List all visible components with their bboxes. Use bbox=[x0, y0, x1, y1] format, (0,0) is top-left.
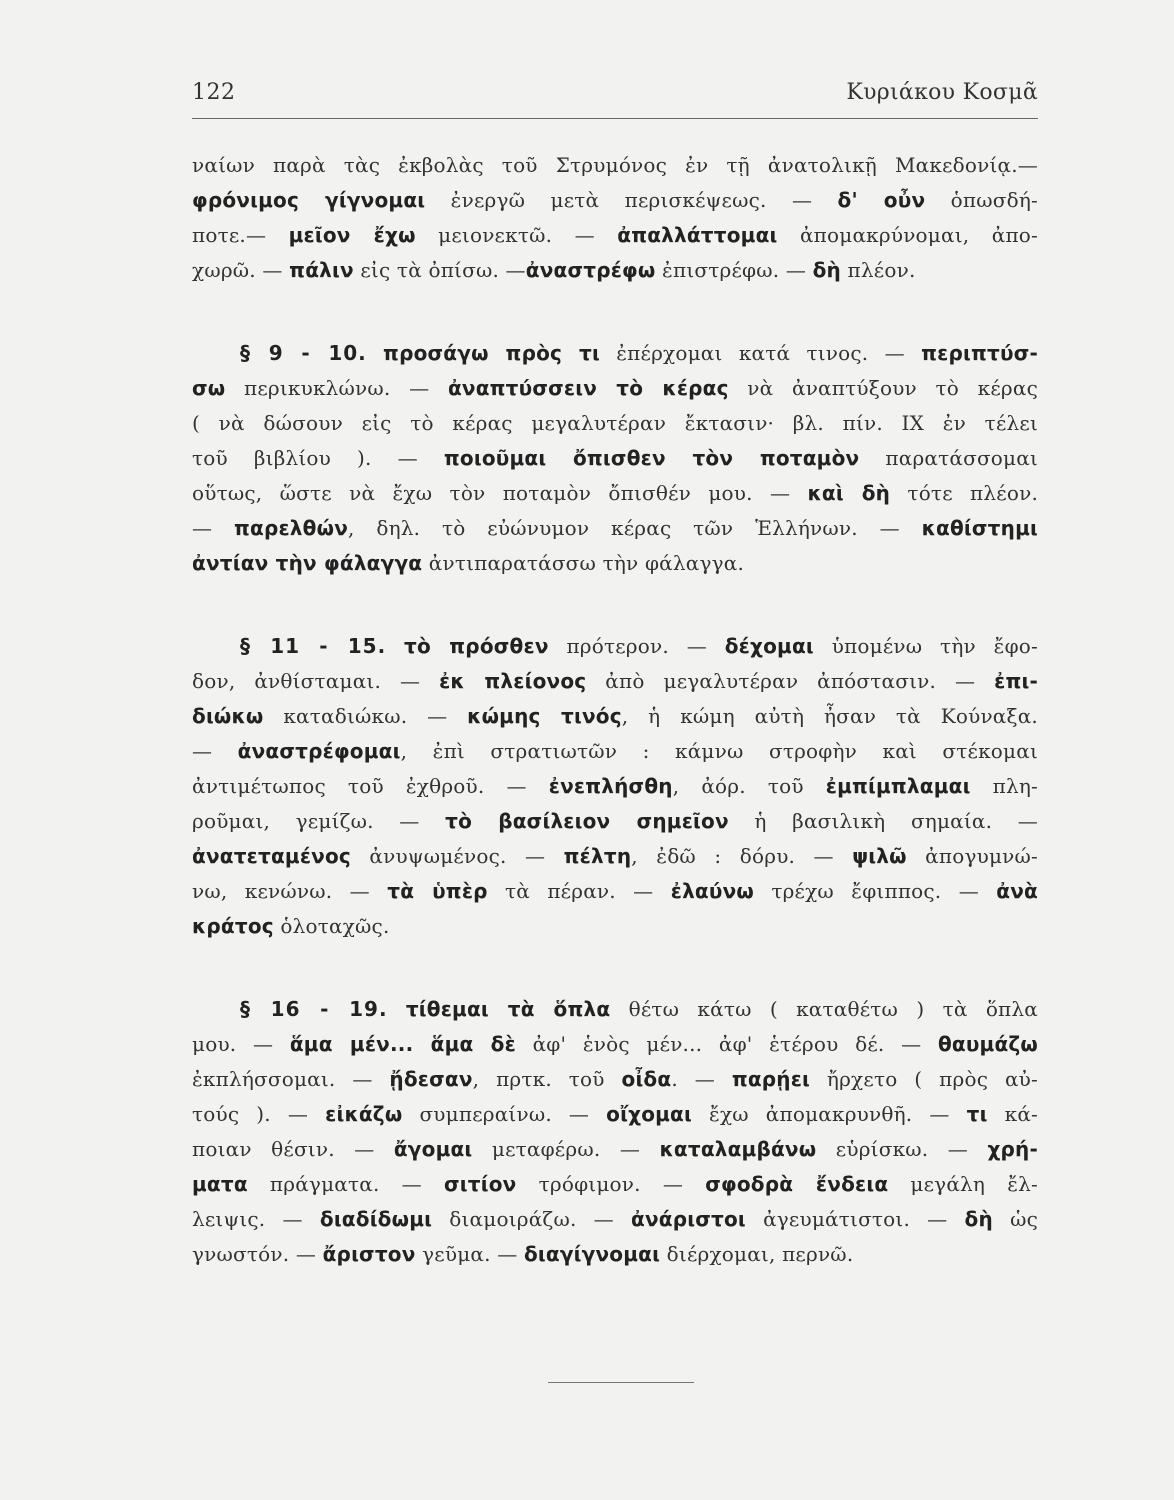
section-marker: § 9 - 10. bbox=[240, 341, 367, 365]
gloss-text: μεγάλη ἔλ- bbox=[888, 1172, 1039, 1196]
lemma-term: σιτίον bbox=[444, 1172, 517, 1196]
gloss-text: ὡς bbox=[992, 1207, 1038, 1231]
lemma-term: καὶ δὴ bbox=[807, 481, 891, 505]
page-number: 122 bbox=[192, 80, 236, 105]
lemma-term: κράτος bbox=[192, 914, 274, 938]
lemma-term: εἰκάζω bbox=[325, 1102, 403, 1126]
lemma-term: καθίστημι bbox=[921, 516, 1038, 540]
lemma-term: παρῄει bbox=[731, 1067, 811, 1091]
lemma-term: ᾔδεσαν bbox=[389, 1067, 473, 1091]
lemma-term: δὴ bbox=[812, 258, 841, 282]
gloss-text: πράγματα. — bbox=[247, 1172, 444, 1196]
text-line bbox=[192, 699, 1038, 734]
gloss-text: ὁπωσδή- bbox=[925, 188, 1038, 212]
gloss-text: περικυκλώνω. — bbox=[225, 376, 448, 400]
lemma-term: δέχομαι bbox=[724, 634, 814, 658]
gloss-text: τοῦ βιβλίου ). — bbox=[192, 446, 444, 470]
lemma-term: τὸ βασίλειον σημεῖον bbox=[445, 809, 729, 833]
lemma-term: δ' οὖν bbox=[837, 188, 926, 212]
gloss-text: πρότερον. — bbox=[548, 634, 725, 658]
gloss-text: μειονεκτῶ. — bbox=[415, 223, 618, 247]
gloss-text: ὑπομένω τὴν ἔφο- bbox=[813, 634, 1038, 658]
paragraph bbox=[192, 629, 1038, 944]
gloss-text: ἀντιμέτωπος τοῦ ἐχθροῦ. — bbox=[192, 774, 549, 798]
lemma-term: ἐκ πλείονος bbox=[439, 669, 587, 693]
gloss-text: , πρτκ. τοῦ bbox=[472, 1067, 622, 1091]
gloss-text: γνωστόν. — bbox=[192, 1242, 323, 1266]
lemma-term: διαδίδωμι bbox=[319, 1207, 433, 1231]
lemma-term: δὴ bbox=[964, 1207, 993, 1231]
gloss-text: ἀφ' ἑνὸς μέν... ἀφ' ἑτέρου δέ. — bbox=[515, 1032, 938, 1056]
lemma-term: ἄγομαι bbox=[393, 1137, 473, 1161]
gloss-text: νω, κενώνω. — bbox=[192, 879, 388, 903]
gloss-text: ἤρχετο ( πρὸς αὐ- bbox=[810, 1067, 1038, 1091]
text-line bbox=[192, 1062, 1038, 1097]
gloss-text: καταδιώκω. — bbox=[263, 704, 468, 728]
text-line bbox=[192, 441, 1038, 476]
lemma-term: προσάγω πρὸς τι bbox=[383, 341, 600, 365]
text-line bbox=[192, 629, 1038, 664]
lemma-term: ποιοῦμαι ὄπισθεν τὸν ποταμὸν bbox=[443, 446, 860, 470]
text-line bbox=[192, 183, 1038, 218]
lemma-term: κώμης τινός bbox=[467, 704, 622, 728]
gloss-text: μου. — bbox=[192, 1032, 290, 1056]
lemma-term: ἀναστρέφω bbox=[525, 258, 656, 282]
lemma-term: ἀναπτύσσειν τὸ κέρας bbox=[447, 376, 729, 400]
lemma-term: καταλαμβάνω bbox=[659, 1137, 817, 1161]
text-line bbox=[192, 371, 1038, 406]
lemma-term: ἄριστον bbox=[322, 1242, 416, 1266]
gloss-text: συμπεραίνω. — bbox=[402, 1102, 607, 1126]
gloss-text: , ἀόρ. τοῦ bbox=[672, 774, 826, 798]
lemma-term: ἐμπίμπλαμαι bbox=[825, 774, 971, 798]
lemma-term: μεῖον ἔχω bbox=[288, 223, 416, 247]
lemma-term: ἀναστρέφομαι bbox=[237, 739, 401, 763]
gloss-text: ἀπὸ μεγαλυτέραν ἀπόστασιν. — bbox=[586, 669, 995, 693]
lemma-term: τὰ ὑπὲρ bbox=[387, 879, 488, 903]
lemma-term: σφοδρὰ ἔνδεια bbox=[705, 1172, 889, 1196]
gloss-text: πλέον. bbox=[841, 258, 916, 282]
gloss-text: ποιαν θέσιν. — bbox=[192, 1137, 394, 1161]
lemma-term: φρόνιμος γίγνομαι bbox=[192, 188, 426, 212]
lemma-term: παρελθών bbox=[234, 516, 349, 540]
page-header bbox=[192, 80, 1038, 116]
text-line bbox=[192, 909, 1038, 944]
lemma-term: τι bbox=[966, 1102, 988, 1126]
gloss-text: ἀντιπαρατάσσω τὴν φάλαγγα. bbox=[422, 551, 745, 575]
gloss-text: μεταφέρω. — bbox=[472, 1137, 660, 1161]
text-line bbox=[192, 1202, 1038, 1237]
text-line bbox=[192, 1167, 1038, 1202]
text-line bbox=[192, 874, 1038, 909]
text-line bbox=[192, 664, 1038, 699]
gloss-text: τὰ πέραν. — bbox=[487, 879, 671, 903]
text-line bbox=[192, 804, 1038, 839]
lemma-term: ἀνατεταμένος bbox=[192, 844, 351, 868]
paragraph bbox=[192, 336, 1038, 581]
gloss-text: — bbox=[192, 739, 238, 763]
gloss-text: ( νὰ δώσουν εἰς τὸ κέρας μεγαλυτέραν ἔκτασιν· βλ. πίν. IX ἐν τέλει bbox=[192, 411, 1038, 435]
gloss-text: δον, ἀνθίσταμαι. — bbox=[192, 669, 440, 693]
gloss-text: ἡ βασιλικὴ σημαία. — bbox=[728, 809, 1038, 833]
gloss-text: ἔχω ἀπομακρυνθῆ. — bbox=[691, 1102, 967, 1126]
running-head: Κυριάκου Κοσμᾶ bbox=[846, 80, 1038, 105]
gloss-text: πλη- bbox=[970, 774, 1038, 798]
footer-rule bbox=[548, 1382, 694, 1383]
gloss-text: ἀγευμάτιστοι. — bbox=[745, 1207, 965, 1231]
text-line bbox=[192, 406, 1038, 441]
gloss-text: νὰ ἀναπτύξουν τὸ κέρας bbox=[728, 376, 1038, 400]
gloss-text: — bbox=[192, 516, 234, 540]
lemma-term: ἐπι- bbox=[994, 669, 1038, 693]
gloss-text: ἐνεργῶ μετὰ περισκέψεως. — bbox=[425, 188, 838, 212]
section-marker: § 11 - 15. bbox=[240, 634, 387, 658]
gloss-text: γεῦμα. — bbox=[415, 1242, 524, 1266]
lemma-term: διώκω bbox=[192, 704, 264, 728]
gloss-text: διέρχομαι, περνῶ. bbox=[660, 1242, 854, 1266]
gloss-text: οὕτως, ὥστε νὰ ἔχω τὸν ποταμὸν ὄπισθέν μου. — bbox=[192, 481, 808, 505]
gloss-text: χωρῶ. — bbox=[192, 258, 290, 282]
gloss-text: εὑρίσκω. — bbox=[816, 1137, 988, 1161]
lemma-term: ἐνεπλήσθη bbox=[548, 774, 673, 798]
text-line bbox=[192, 1027, 1038, 1062]
gloss-text: ἀπομακρύνομαι, ἀπο- bbox=[777, 223, 1038, 247]
lemma-term: θαυμάζω bbox=[937, 1032, 1038, 1056]
lemma-term: ἀντίαν τὴν φάλαγγα bbox=[192, 551, 423, 575]
gloss-text: λειψις. — bbox=[192, 1207, 320, 1231]
text-line bbox=[192, 1237, 1038, 1272]
lemma-term: οἶδα bbox=[621, 1067, 672, 1091]
gloss-text: τρέχω ἔφιππος. — bbox=[753, 879, 997, 903]
lemma-term: ἀνάριστοι bbox=[631, 1207, 746, 1231]
lemma-term: σω bbox=[192, 376, 226, 400]
lemma-term: πάλιν bbox=[289, 258, 354, 282]
gloss-text: , δηλ. τὸ εὐώνυμον κέρας τῶν Ἑλλήνων. — bbox=[348, 516, 922, 540]
gloss-text: , ἐπὶ στρατιωτῶν : κάμνω στροφὴν καὶ στέκομαι bbox=[400, 739, 1038, 763]
gloss-text: ἐπιστρέφω. — bbox=[655, 258, 813, 282]
text-line bbox=[192, 476, 1038, 511]
text-line bbox=[192, 253, 1038, 288]
gloss-text: ἀνυψωμένος. — bbox=[350, 844, 564, 868]
gloss-text: θέτω κάτω ( καταθέτω ) τὰ ὅπλα bbox=[610, 997, 1038, 1021]
gloss-text: ναίων παρὰ τὰς ἐκβολὰς τοῦ Στρυμόνος ἐν τῇ ἀνατολικῇ Μακεδονίᾳ.— bbox=[192, 153, 1038, 177]
gloss-text: τρόφιμον. — bbox=[516, 1172, 706, 1196]
text-line bbox=[192, 1097, 1038, 1132]
text-line bbox=[192, 839, 1038, 874]
gloss-text: , ἐδῶ : δόρυ. — bbox=[631, 844, 853, 868]
text-line bbox=[192, 992, 1038, 1027]
section-marker: § 16 - 19. bbox=[240, 997, 388, 1021]
gloss-text: ροῦμαι, γεμίζω. — bbox=[192, 809, 446, 833]
text-line bbox=[192, 336, 1038, 371]
header-rule bbox=[192, 118, 1038, 119]
gloss-text: ἀπογυμνώ- bbox=[906, 844, 1038, 868]
gloss-text: διαμοιράζω. — bbox=[432, 1207, 632, 1231]
text-line bbox=[192, 218, 1038, 253]
text-line bbox=[192, 769, 1038, 804]
text-line bbox=[192, 734, 1038, 769]
lemma-term: περιπτύσ- bbox=[921, 341, 1038, 365]
text-line bbox=[192, 1132, 1038, 1167]
gloss-text: , ἡ κώμη αὐτὴ ἦσαν τὰ Κούναξα. bbox=[621, 704, 1038, 728]
lemma-term: ἀπαλλάττομαι bbox=[617, 223, 778, 247]
gloss-text: ἐκπλήσσομαι. — bbox=[192, 1067, 390, 1091]
gloss-text: τότε πλέον. bbox=[890, 481, 1038, 505]
lemma-term: ἐλαύνω bbox=[670, 879, 754, 903]
gloss-text: παρατάσσομαι bbox=[859, 446, 1038, 470]
gloss-text: εἰς τὰ ὀπίσω. — bbox=[353, 258, 526, 282]
body-text bbox=[192, 148, 1038, 1320]
paragraph bbox=[192, 992, 1038, 1272]
paragraph bbox=[192, 148, 1038, 288]
gloss-text: κά- bbox=[987, 1102, 1038, 1126]
lemma-term: ματα bbox=[192, 1172, 248, 1196]
gloss-text: ἐπέρχομαι κατά τινος. — bbox=[599, 341, 922, 365]
lemma-term: τὸ πρόσθεν bbox=[403, 634, 549, 658]
lemma-term: διαγίγνομαι bbox=[523, 1242, 661, 1266]
text-line bbox=[192, 511, 1038, 546]
gloss-text: τούς ). — bbox=[192, 1102, 326, 1126]
lemma-term: πέλτη bbox=[563, 844, 632, 868]
gloss-text: ποτε.— bbox=[192, 223, 289, 247]
gloss-text: ὁλοταχῶς. bbox=[273, 914, 390, 938]
lemma-term: οἴχομαι bbox=[606, 1102, 692, 1126]
gloss-text: . — bbox=[671, 1067, 732, 1091]
lemma-term: ἀνὰ bbox=[996, 879, 1038, 903]
lemma-term: ψιλῶ bbox=[852, 844, 907, 868]
lemma-term: χρή- bbox=[987, 1137, 1038, 1161]
text-line bbox=[192, 546, 1038, 581]
lemma-term: τίθεμαι τὰ ὅπλα bbox=[405, 997, 611, 1021]
lemma-term: ἅμα μέν... ἅμα δὲ bbox=[289, 1032, 516, 1056]
text-line bbox=[192, 148, 1038, 183]
